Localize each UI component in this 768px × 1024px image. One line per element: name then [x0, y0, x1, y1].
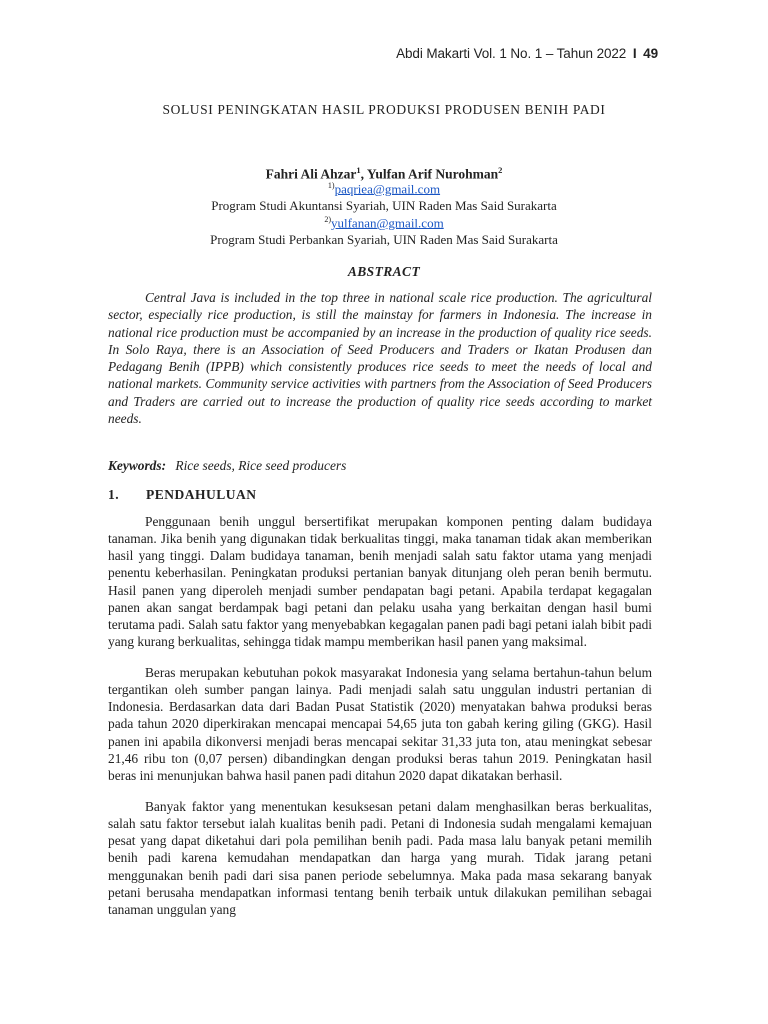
abstract-text: Central Java is included in the top three in national scale rice production. The agricultural sector, especially rice production, is still the mainstay for farmers in Indonesia. The increase in national rice production must be accompanied by an increase in the production of quality rice seeds. In Solo Raya, there is an Association of Seed Producers and Traders or Ikatan Produsen dan Pedagang Benih (IPPB) which consistently produces rice seeds to meet the needs of local and national markets. Community service activities with partners from the Association of Seed Producers and Traders are carried out to increase the production of quality rice seeds according to market needs.: [108, 290, 652, 427]
author-superscript: 1: [356, 165, 361, 175]
email-link[interactable]: paqriea@gmail.com: [334, 181, 441, 197]
affiliation-marker: 1): [327, 181, 335, 190]
author-name: Fahri Ali Ahzar: [265, 166, 357, 182]
section-number: 1.: [108, 487, 120, 502]
keywords-label: Keywords:: [108, 458, 167, 473]
affiliation-institution: Program Studi Perbankan Syariah, UIN Raden Mas Said Surakarta: [210, 232, 558, 247]
paper-title: SOLUSI PENINGKATAN HASIL PRODUKSI PRODUSEN BENIH PADI: [162, 102, 606, 117]
journal-citation: Abdi Makarti Vol. 1 No. 1 – Tahun 2022: [396, 46, 627, 61]
body-paragraph: Penggunaan benih unggul bersertifikat merupakan komponen penting dalam budidaya tanaman. Jika benih yang digunakan tidak berkualitas tinggi, maka tanaman tidak akan memberikan hasil yang tinggi. Dalam budidaya tanaman, benih menjadi salah satu faktor utama yang menjadi penentu keberhasilan. Peningkatan produksi pertanian banyak ditunjang oleh peran benih bermutu. Hasil panen yang diperoleh menjadi sumber pendapatan bagi petani. Apabila terdapat kegagalan panen akan sangat berdampak bagi petani dan pelaku usaha yang berkaitan dengan hasil bumi terutama padi. Salah satu faktor yang menyebabkan kegagalan panen padi bagi petani ialah bibit padi yang kurang berkualitas, sehingga tidak mampu memberikan hasil panen yang maksimal.: [108, 514, 652, 650]
body-paragraph: Beras merupakan kebutuhan pokok masyarakat Indonesia yang selama bertahun-tahun belum tergantikan oleh sumber pangan lainya. Padi menjadi salah satu unggulan industri pertanian di Indonesia. Berdasarkan data dari Badan Pusat Statistik (2020) menyatakan bahwa produksi beras pada tahun 2020 diperkirakan mencapai mencapai 54,65 juta ton gabah kering giling (GKG). Hasil panen ini apabila dikonversi menjadi beras mencapai sekitar 31,33 juta ton, atau meningkat sebesar 21,46 ribu ton (0,07 persen) dibandingkan dengan produksi beras tahun 2019. Peningkatan hasil beras ini menunjukan bahwa hasil panen padi ditahun 2020 dapat dikatakan berhasil.: [108, 665, 652, 783]
affiliation-institution: Program Studi Akuntansi Syariah, UIN Raden Mas Said Surakarta: [211, 198, 557, 213]
affiliation-email-line: [0, 181, 768, 197]
author-line: [0, 165, 768, 183]
author-separator: ,: [360, 166, 367, 182]
author-superscript: 2: [498, 165, 503, 175]
page-number: 49: [643, 46, 658, 61]
abstract-heading: ABSTRACT: [347, 264, 421, 279]
affiliation-marker: 2): [324, 215, 331, 224]
author-name: Yulfan Arif Nurohman: [366, 166, 499, 182]
running-header: [396, 46, 658, 61]
section-heading: [108, 487, 257, 503]
affiliation-email-line: [0, 215, 768, 231]
section-title: PENDAHULUAN: [146, 487, 257, 502]
body-paragraph: Banyak faktor yang menentukan kesuksesan petani dalam menghasilkan beras berkualitas, salah satu faktor tersebut ialah kualitas benih padi. Petani di Indonesia sudah mengalami kemajuan pesat yang dapat diketahui dari pola pemilihan benih padi. Pada masa lalu banyak petani memilih benih padi karena kemudahan mendapatkan dan harga yang murah. Tidak jarang petani menggunakan benih padi dari sisa panen periode sebelumnya. Maka pada masa sekarang banyak petani berusaha mendapatkan informasi tentang benih terbaik untuk dilakukan pemilihan sebagai tanaman unggulan yang: [108, 799, 652, 917]
email-link[interactable]: yulfanan@gmail.com: [330, 215, 444, 231]
keywords-line: [108, 458, 346, 474]
header-separator: I: [632, 46, 637, 61]
keywords-value: Rice seeds, Rice seed producers: [175, 458, 347, 473]
